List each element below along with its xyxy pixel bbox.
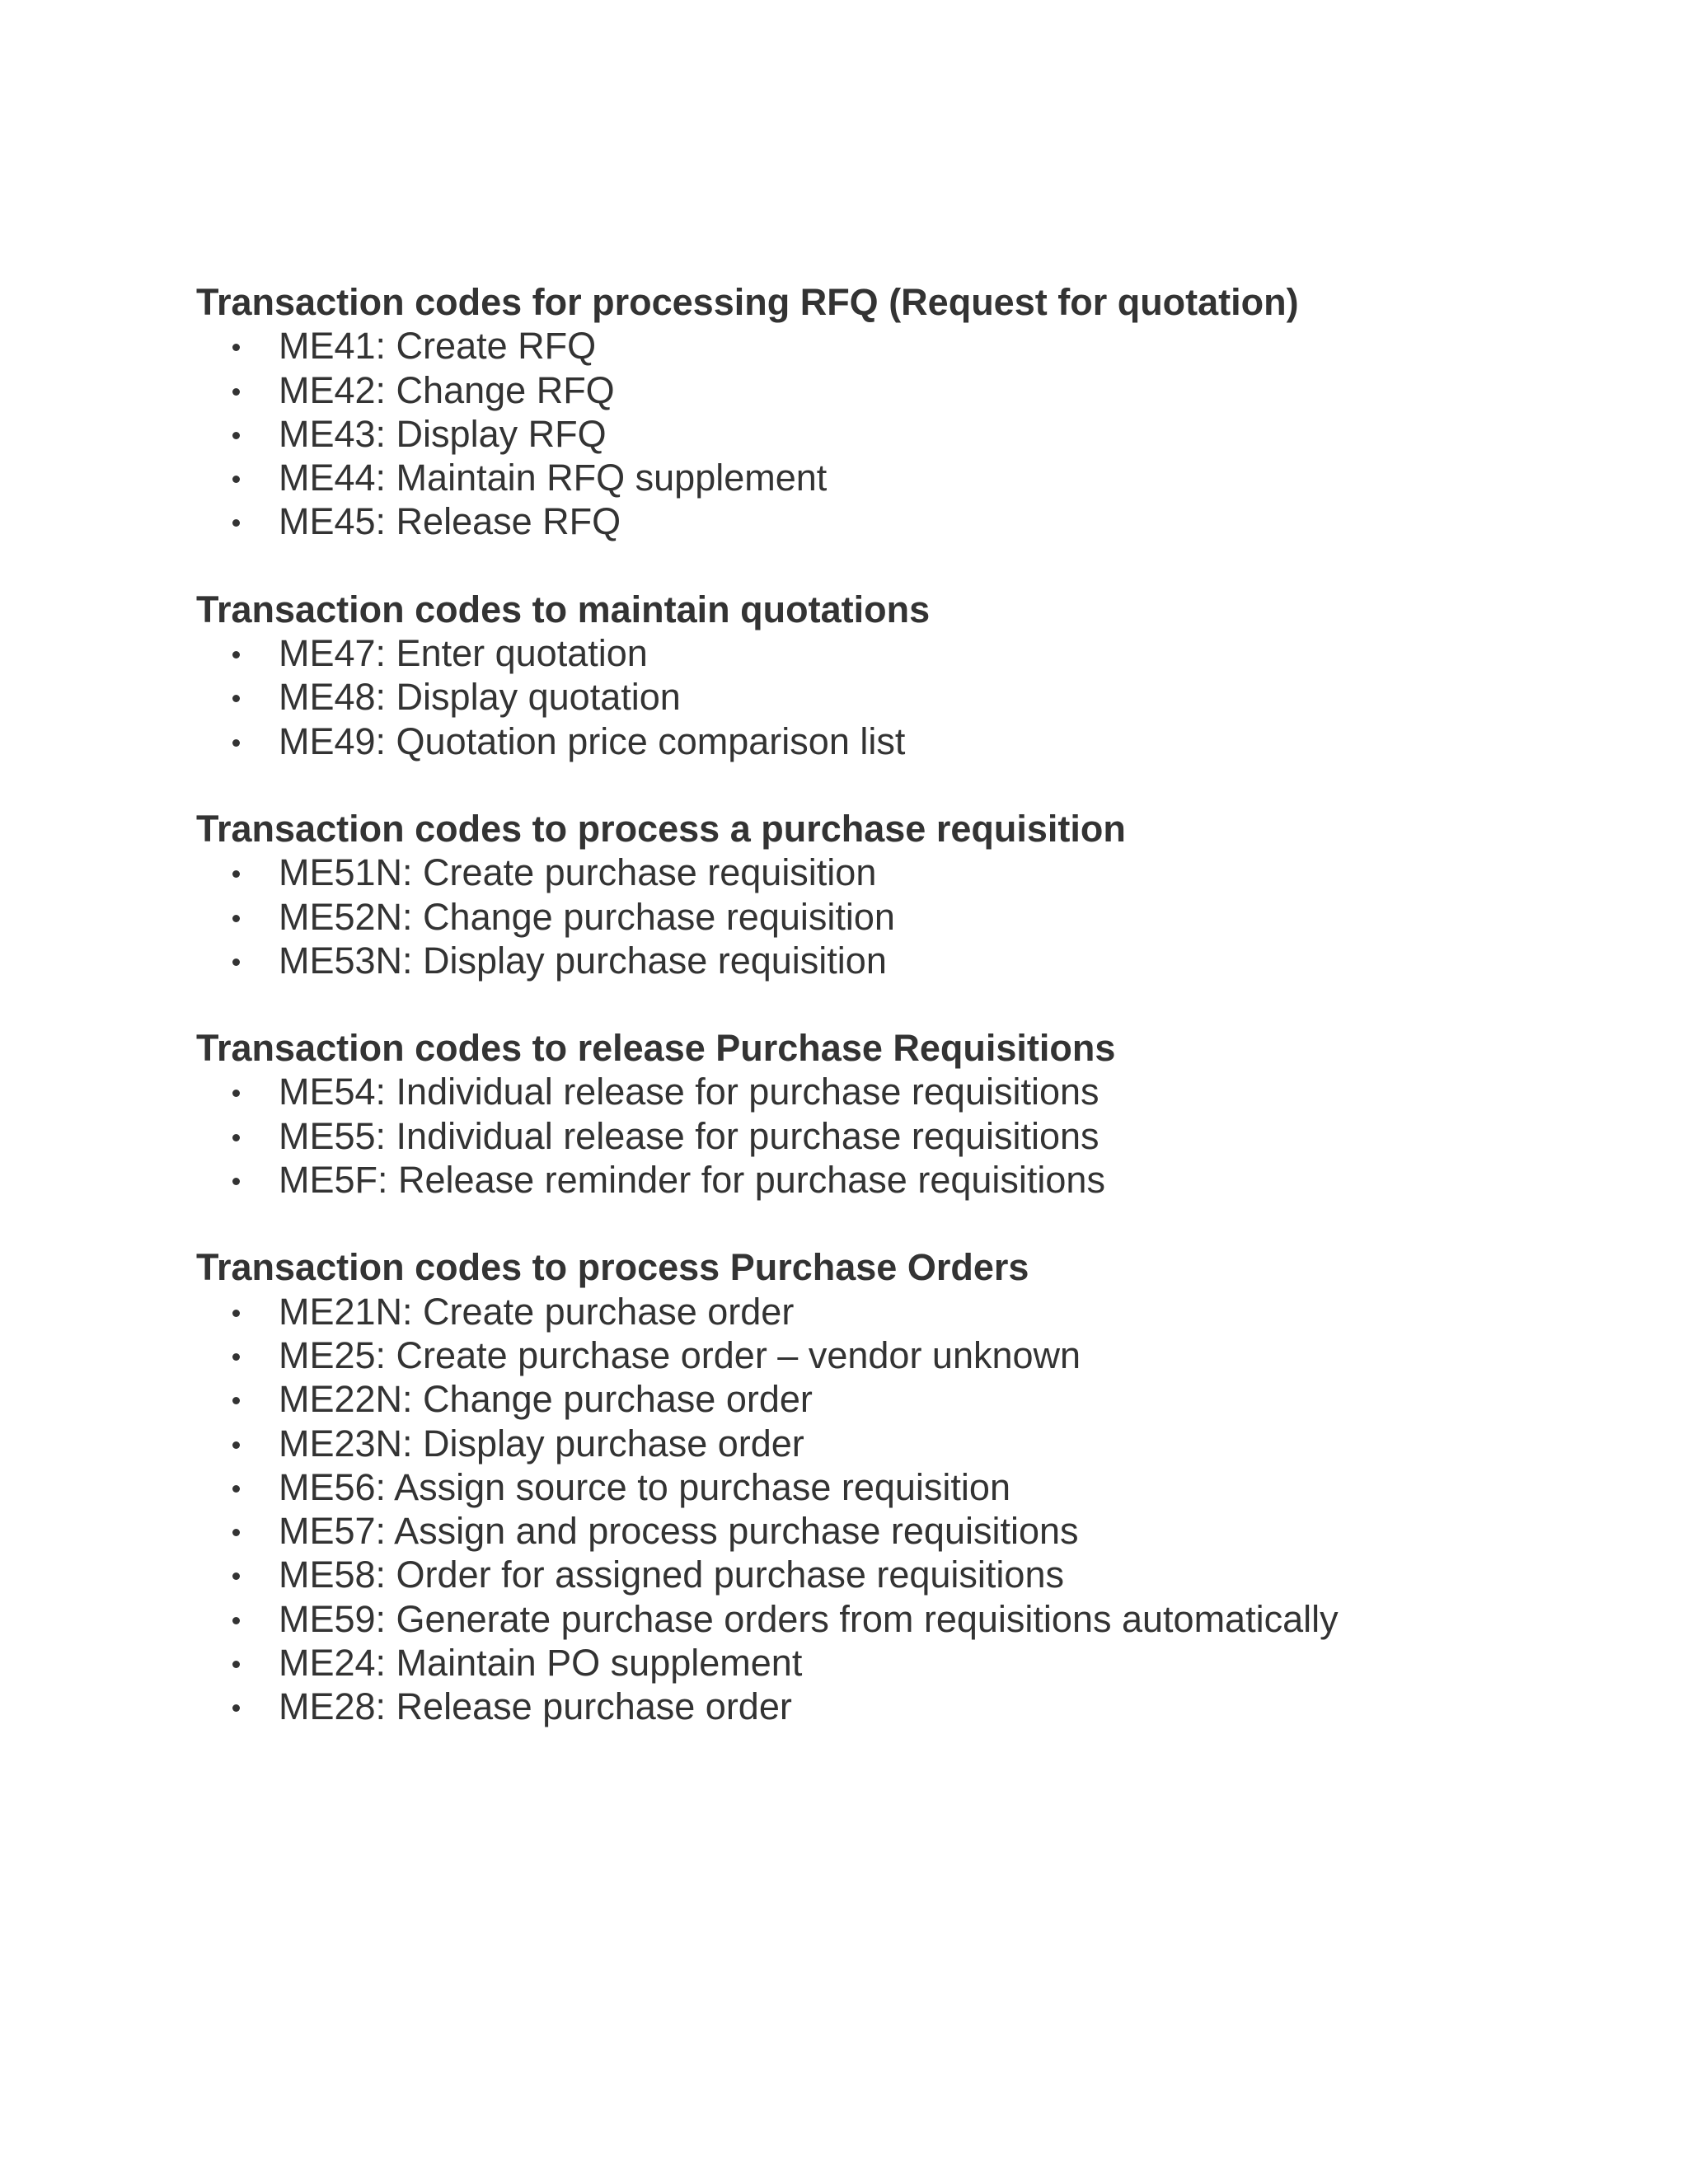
bullet-icon <box>232 476 240 483</box>
list-item-text: ME51N: Create purchase requisition <box>279 851 877 894</box>
list-item <box>196 1553 1597 1596</box>
bullet-icon <box>232 1310 240 1317</box>
list-item-text: ME58: Order for assigned purchase requisitions <box>279 1554 1064 1596</box>
list-item <box>196 1685 1597 1728</box>
list-item <box>196 719 1597 763</box>
section-heading: Transaction codes to maintain quotations <box>196 588 931 630</box>
list-item-text: ME54: Individual release for purchase requisitions <box>279 1071 1100 1113</box>
bullet-icon <box>232 432 240 439</box>
list-item-text: ME53N: Display purchase requisition <box>279 939 887 982</box>
list-item <box>196 456 1597 499</box>
list-item <box>196 675 1597 719</box>
list-item <box>196 1597 1597 1641</box>
list-item <box>196 499 1597 543</box>
list-item-text: ME59: Generate purchase orders from requisitions automatically <box>279 1597 1339 1640</box>
list-item-text: ME48: Display quotation <box>279 676 681 719</box>
bullet-icon <box>232 1134 240 1141</box>
bullet-icon <box>232 739 240 747</box>
bullet-icon <box>232 915 240 922</box>
list-item <box>196 324 1597 368</box>
list-item-text: ME57: Assign and process purchase requisitions <box>279 1510 1079 1553</box>
list-item-text: ME55: Individual release for purchase requisitions <box>279 1114 1100 1157</box>
section-quotations <box>196 588 1597 763</box>
list-item-text: ME21N: Create purchase order <box>279 1290 795 1333</box>
list-item <box>196 851 1597 894</box>
list-item-text: ME47: Enter quotation <box>279 632 648 675</box>
list-item <box>196 1422 1597 1465</box>
list-item-text: ME45: Release RFQ <box>279 500 621 543</box>
bullet-icon <box>232 651 240 658</box>
bullet-icon <box>232 695 240 702</box>
bullet-icon <box>232 1704 240 1712</box>
bullet-icon <box>232 1529 240 1536</box>
list-item-text: ME49: Quotation price comparison list <box>279 719 906 762</box>
list-item <box>196 1509 1597 1553</box>
list-item <box>196 939 1597 982</box>
bullet-icon <box>232 519 240 527</box>
list-item <box>196 1641 1597 1685</box>
bullet-icon <box>232 1485 240 1493</box>
bullet-icon <box>232 1441 240 1449</box>
list-item-text: ME25: Create purchase order – vendor unknown <box>279 1333 1081 1376</box>
list-item-text: ME28: Release purchase order <box>279 1685 792 1728</box>
list-item <box>196 1158 1597 1202</box>
list-item <box>196 631 1597 675</box>
bullet-icon <box>232 1617 240 1624</box>
list-item <box>196 1114 1597 1158</box>
bullet-icon <box>232 344 240 351</box>
section-heading: Transaction codes to release Purchase Requisitions <box>196 1027 1116 1070</box>
list-item <box>196 368 1597 412</box>
code-list <box>196 1070 1597 1202</box>
list-item <box>196 895 1597 939</box>
document-page <box>196 280 1597 1773</box>
section-heading: Transaction codes to process a purchase requisition <box>196 807 1126 850</box>
code-list <box>196 851 1597 982</box>
list-item-text: ME44: Maintain RFQ supplement <box>279 457 828 499</box>
list-item-text: ME5F: Release reminder for purchase requisitions <box>279 1159 1105 1202</box>
list-item <box>196 1333 1597 1377</box>
code-list <box>196 1290 1597 1729</box>
list-item-text: ME43: Display RFQ <box>279 412 607 455</box>
list-item-text: ME41: Create RFQ <box>279 325 597 368</box>
list-item-text: ME23N: Display purchase order <box>279 1422 804 1465</box>
list-item-text: ME42: Change RFQ <box>279 368 615 411</box>
list-item-text: ME56: Assign source to purchase requisition <box>279 1465 1010 1508</box>
bullet-icon <box>232 870 240 878</box>
bullet-icon <box>232 388 240 396</box>
section-purchase-requisition <box>196 807 1597 982</box>
list-item <box>196 1465 1597 1509</box>
bullet-icon <box>232 1661 240 1668</box>
list-item-text: ME22N: Change purchase order <box>279 1378 813 1421</box>
list-item <box>196 412 1597 456</box>
bullet-icon <box>232 1353 240 1361</box>
bullet-icon <box>232 958 240 966</box>
list-item-text: ME24: Maintain PO supplement <box>279 1642 803 1685</box>
section-heading: Transaction codes for processing RFQ (Request for quotation) <box>196 281 1299 323</box>
section-release-requisitions <box>196 1026 1597 1202</box>
section-purchase-orders <box>196 1245 1597 1728</box>
list-item <box>196 1377 1597 1421</box>
list-item-text: ME52N: Change purchase requisition <box>279 895 895 938</box>
code-list <box>196 631 1597 763</box>
bullet-icon <box>232 1178 240 1185</box>
bullet-icon <box>232 1397 240 1404</box>
section-heading: Transaction codes to process Purchase Orders <box>196 1246 1029 1289</box>
section-rfq <box>196 280 1597 544</box>
bullet-icon <box>232 1572 240 1580</box>
bullet-icon <box>232 1090 240 1097</box>
code-list <box>196 324 1597 543</box>
list-item <box>196 1290 1597 1333</box>
list-item <box>196 1070 1597 1113</box>
